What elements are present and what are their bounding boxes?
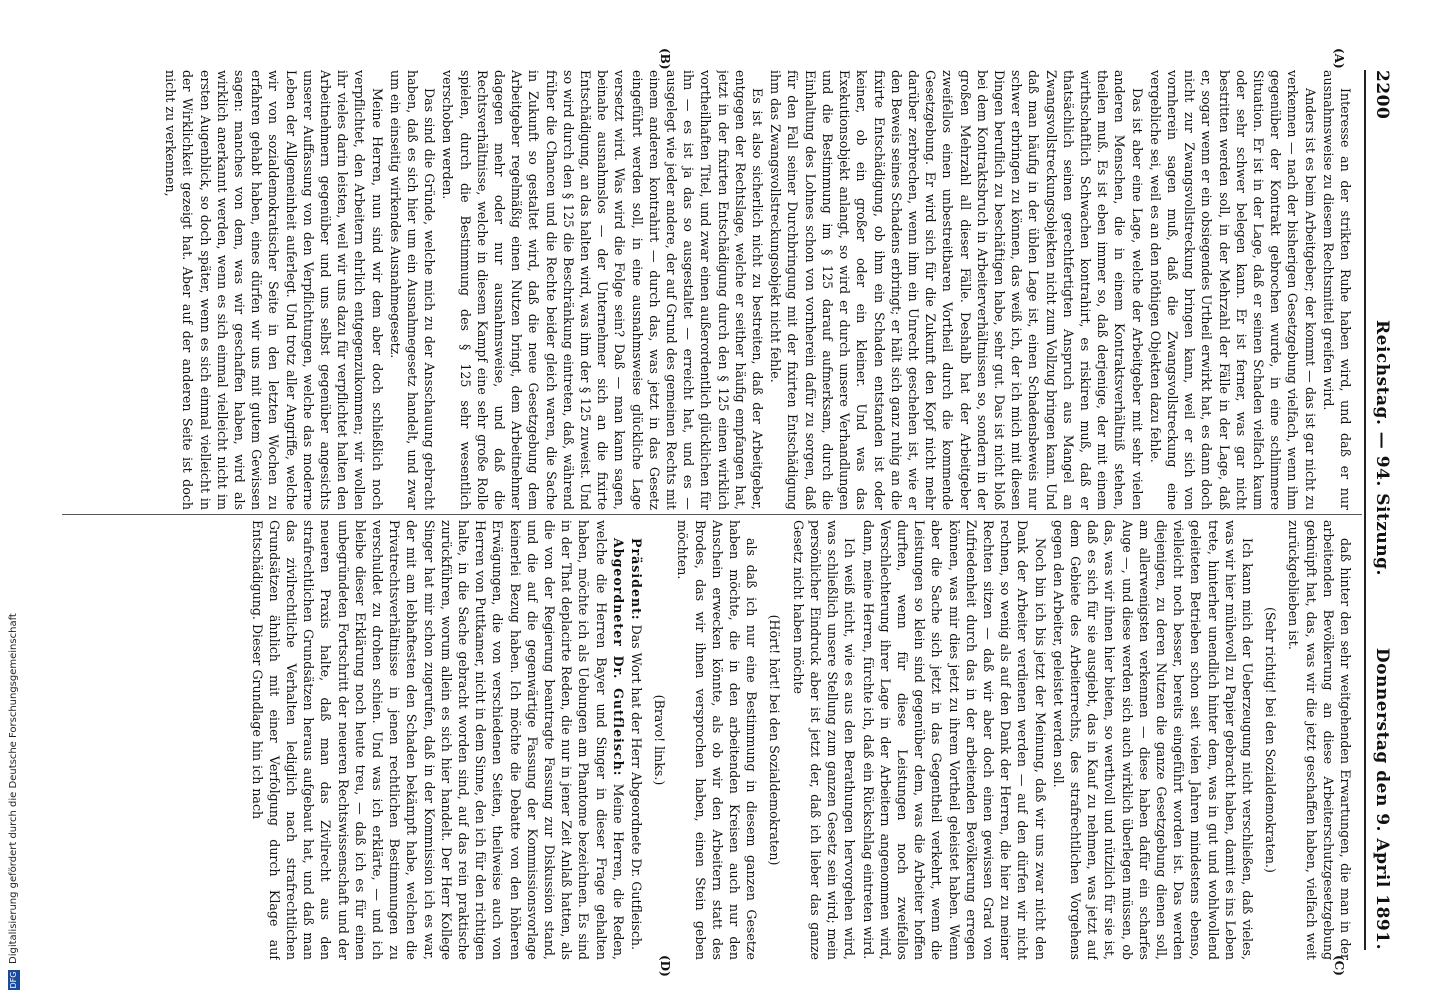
speaker-name: Präsident: [629,538,645,621]
page-header [1364,70,1396,950]
interjection: (Sehr richtig! bei den Sozialdemokraten.) [1263,607,1279,873]
interjection: (Hört! hört! bei den Sozialdemokraten) [767,614,783,866]
right-column [64,520,1354,960]
speaker-paragraph [248,520,626,960]
page-number: 2200 [1372,70,1392,120]
credit-strip [0,0,28,1000]
paragraph: daß hinter den sehr weitgehenden Erwartungen, die man in der arbeitenden Bevölkerung an diese Arbeiterschutzgesetzgebung geknüpft hat, das, was wir die jetzt geschaffen haben, vielfach weit zurückgeblieben ist. [1286,520,1353,960]
margin-marker-a: (A) [1332,48,1346,69]
margin-marker-c: (C) [1332,955,1346,976]
interjection: (Bravo! links.) [652,694,668,786]
speaker-name: Abgeordneter Dr. Gutfleisch: [610,538,626,777]
paragraph: Das sind die Gründe, welche mich zu der Ansschauung gebracht haben, daß es sich hier um ein Ausnahmegesetz handelt, und zwar um ein einseitig wirkendes Ausnahmegesetz. [387,70,438,510]
dfg-logo: DFG [9,971,18,989]
speaker-paragraph [628,520,645,960]
paragraph: Es ist also sicherlich nicht zu bestreiten, daß der Arbeitgeber, entgegen der Rechtslage, welche er seither häufig empfangen hat, jetzt in der fixirten Entschädigung durch den § 125 einen wirklich vortheilhaften Titel, und zwar einen außerordentlich glücklichen für ihn — es ist ja das so ausgestaltet — erreicht hat, und es — ausgelegt wie jeder andere, der auf Grund des gemeinen Rechts mit einem anderen kontrahirt — durch das, was jetzt in das Gesetz eingeführt werden soll, in eine ausnahmsweise glückliche Lage versetzt wird. Was wird die Folge sein? Daß — man kann sagen, beinahe ausnahmslos — der Unternehmer sich an die fixirte Entschädigung, an das halten wird, was ihm der § 125 zuweist. Und so wird durch den § 125 die Beschränkung eintreten, daß, während früher die Chancen und die Rechte beider gleich waren, die Sache in Zukunft so gestaltet wird, daß die neue Gesetzgebung dem Arbeitgeber regelmäßig einen Nutzen bringt, dem Arbeitnehmer dagegen mehr oder nur ausnahmsweise, und daß die Rechtsverhältnisse, welche in diesem Kampf eine sehr große Rolle spielen, durch die Bestimmung des § 125 sehr wesentlich verschoben werden. [440,70,766,510]
speech-text: Meine Herren, die Reden, welche die Herren Bayer und Singer in dieser Frage gehalten haben, möchte ich als Uebungen am Phantome bezeichnen. Es sind in der That deplacirte Reden, die nur in jener Zeit Anlaß hatten, als die von der Regierung beantragte Fassung zur Diskussion stand, und die auf die gegenwärtige Fassung der Kommissionsvorlage keinerlei Bezug haben. Ich möchte die Debatte von den höheren Erwägungen, die von verschiedenen Seiten, theilweise auch von Herren von Puttkamer, nicht in dem Sinne, den ich für den richtigen halte, in die Sache gebracht worden sind, auf das rein praktische zurückführen, worum allein es sich hier handelt. Der Herr Kollege Singer hat mir schon zugerufen, daß in der Kommission ich es war, der mit am lebhaftesten den Schaden bekämpft habe, welchen die Privatrechtsverhältnisse in jenen rechtlichen Bestimmungen zu verschuldet zu drohen schien. Und was ich erklärte, — und ich bleibe dieser Erklärung noch heute treu, — daß ich es für einen unbegründeten Fortschritt der neueren Rechtswissenschaft und der neueren Praxis halte, daß man das Zivilrecht aus den strafrechtlichen Grundsätzen heraus aufgebaut hat, und daß man das zivilrechtliche Verhalten lediglich nach strafrechtlichen Grundsätzen ähnlich mit einer Verfolgung durch Klage auf Entschädigung. Dieser Grundlage hin ich nach [249,520,626,960]
paragraph: Anders ist es beim Arbeitgeber; der kommt — das ist gar nicht zu verkennen — nach der bisherigen Gesetzgebung vielfach, wenn ihm gegenüber der Kontrakt gebrochen wurde, in eine schlimmere Situation. Er ist in der Lage, daß er seinen Schaden vielfach kaum oder sehr schwer belegen kann. Er ist ferner, was gar nicht bestritten werden soll, in der Mehrzahl der Fälle in der Lage, daß er, sogar wenn er ein obsiegendes Urtheil erwirkt hat, es dann doch nicht zur Zwangsvollstreckung bringen kann, weil er sich von vornherein sagen muß, daß die Zwangsvollstreckung eine vergebliche sei, weil es an den nöthigen Objekten dazu fehle. [1147,70,1318,510]
speech-text: Das Wort hat der Herr Abgeordnete Dr. Gutfleisch. [629,620,645,951]
session-date: Donnerstag den 9. April 1891. [1372,647,1392,950]
paragraph: Ich kann mich der Ueberzeugung nicht verschließen, daß vieles, was wir hier mühevoll zu Papier gebracht haben, damit es ins Leben trete, hinterher unendlich hinter dem, was in gut und wohlwollend geleiteten Betrieben schon seit vielen Jahren mindestens ebenso, vielleicht noch besser, bereits eingeführt worden ist. Das werden diejenigen, zu deren Nutzen die ganze Gesetzgebung dienen soll, am allerwenigsten verkennen — diese haben dafür ein scharfes Auge —, und diese werden sich auch wirklich überlegen müssen, ob das, was wir ihnen hier bieten, so werthvoll und nützlich für sie ist, daß es sich für sie ausgiebt, das in Kauf zu nehmen, was jetzt auf dem Gebiete des Arbeiterrechts, des strafrechtlichen Vorgehens gegen den Arbeiter, geleistet werden soll. [1050,520,1255,960]
paragraph: Interesse an der strikten Ruhe haben wird, und daß er nur ausnahmsweise zu diesem Rechtsmittel greifen wird. [1320,70,1353,510]
digitization-credit: Digitalisierung gefördert durch die Deutsche Forschungsgemeinschaft [8,613,19,964]
paragraph: als daß ich nur eine Bestimmung in diesem ganzen Gesetze haben möchte, die in den arbeitenden Kreisen auch nur den Anschein erwecken könnte, als ob wir den Arbeitern statt des Brodes, das wir ihnen versprochen haben, einen Stein geben möchten. [675,520,760,960]
left-column [64,70,1354,510]
paragraph: Ich weiß nicht, wie es aus den Berathungen hervorgehen wird, was schließlich unsere Stellung zum ganzen Gesetz sein wird; mein persönlicher Eindruck aber ist jetzt der, daß ich lieber das ganze Gesetz nicht haben möchte [790,520,858,960]
paragraph: Meine Herren, nun sind wir dem aber doch schließlich noch verpflichtet, den Arbeitern ehrlich entgegenzukommen; wir wollen ihr vieles darin leisten, weil wir uns dazu für verpflichtet halten den Arbeitnehmern gegenüber und uns selbst gegenüber angesichts unserer Auffassung von den Verpflichtungen, welche das moderne Leben der Allgemeinheit auferlegt. Und trotz aller Angriffe, welche wir von sozialdemokratischer Seite in den letzten Wochen zu erfahren gehabt haben, eines dürfen wir uns mit gutem Gewissen sagen: manches von dem, was wir geschaffen haben, wird als wirklich anerkannt werden, wenn es sich einmal vielleicht nicht im ersten Augenblick, so doch später, wenn es sich einmal vielleicht in der Wirklichkeit gezeigt hat. Aber auf der anderen Seite ist doch nicht zu verkennen, [163,70,385,510]
column-divider [62,514,1362,515]
margin-marker-d: (D) [658,955,672,977]
page-title: Reichstag. — 94. Sitzung. [1372,320,1392,576]
paragraph: Das ist aber eine Lage, welche der Arbeitgeber mit sehr vielen anderen Menschen, die in einem Kontraktsverhältniß stehen, theilen muß. Es ist eben immer so, daß derjenige, der mit einem wirthschaftlich Schwachen kontrahirt, es riskiren muß, daß er thatsächlich seinen gerechtfertigten Anspruch aus Mangel an Zwangsvollstreckungsobjekten nicht zum Vollzug bringen kann. Und daß man häufig in der üblen Lage ist, einen Schadensbeweis nur schwer erbringen zu können, das weiß ich, der ich mich mit diesen Dingen beruflich zu beschäftigen habe, sehr gut. Das ist nicht bloß bei dem Kontraktsbruch in Arbeiterverhältnissen so, sondern in der großen Mehrzahl all dieser Fälle. Deshalb hat der Arbeitgeber zweifellos einen unbestreitbaren Vortheil durch die kommende Gesetzgebung. Er wird sich für die Zukunft den Kopf nicht mehr darüber zerbrechen, wenn ihm ein Unrecht geschehen ist, wie er den Beweis seines Schadens erbringt; er hält sich ganz ruhig an die fixirte Entschädigung, ob ihm ein Schaden entstanden ist oder keiner, ob ein großer oder ein kleiner. Und was das Exekutionsobjekt anlangt, so wird er durch unsere Verhandlungen und die Bestimmung im § 125 darauf aufmerksam, durch die Einhaltung des Lohnes schon von vornherein dafür zu sorgen, daß für den Fall seiner Durchbringung mit der fixirten Entschädigung ihm das Zwangsvollstreckungsobjekt nicht fehle. [768,70,1145,510]
paragraph: Noch bin ich bis jetzt der Meinung, daß wir uns zwar nicht den Dank der Arbeiter verdienen werden — auf den dürfen wir nicht rechnen, so wenig als auf den Dank der Herren, die hier zu meiner Rechten sitzen — daß wir aber doch einen gewissen Grad von Zufriedenheit durch das in der arbeitenden Bevölkerung erregen können, was mir dies jetzt zu ihrem Vortheil geleistet haben. Wenn aber die Sache sich jetzt in das Gegentheil verkehrt, wenn die Leistungen so klein sind gegenüber dem, was die Arbeiter hoffen durften, wenn für diese Leistungen noch zweifellos Verschlechterung ihrer Lage in der Arbeitern angenommen wird, dann, meine Herren, fürchte ich, daß ein Rückschlag eintreten wird. [860,520,1048,960]
margin-marker-b: (B) [658,48,672,70]
